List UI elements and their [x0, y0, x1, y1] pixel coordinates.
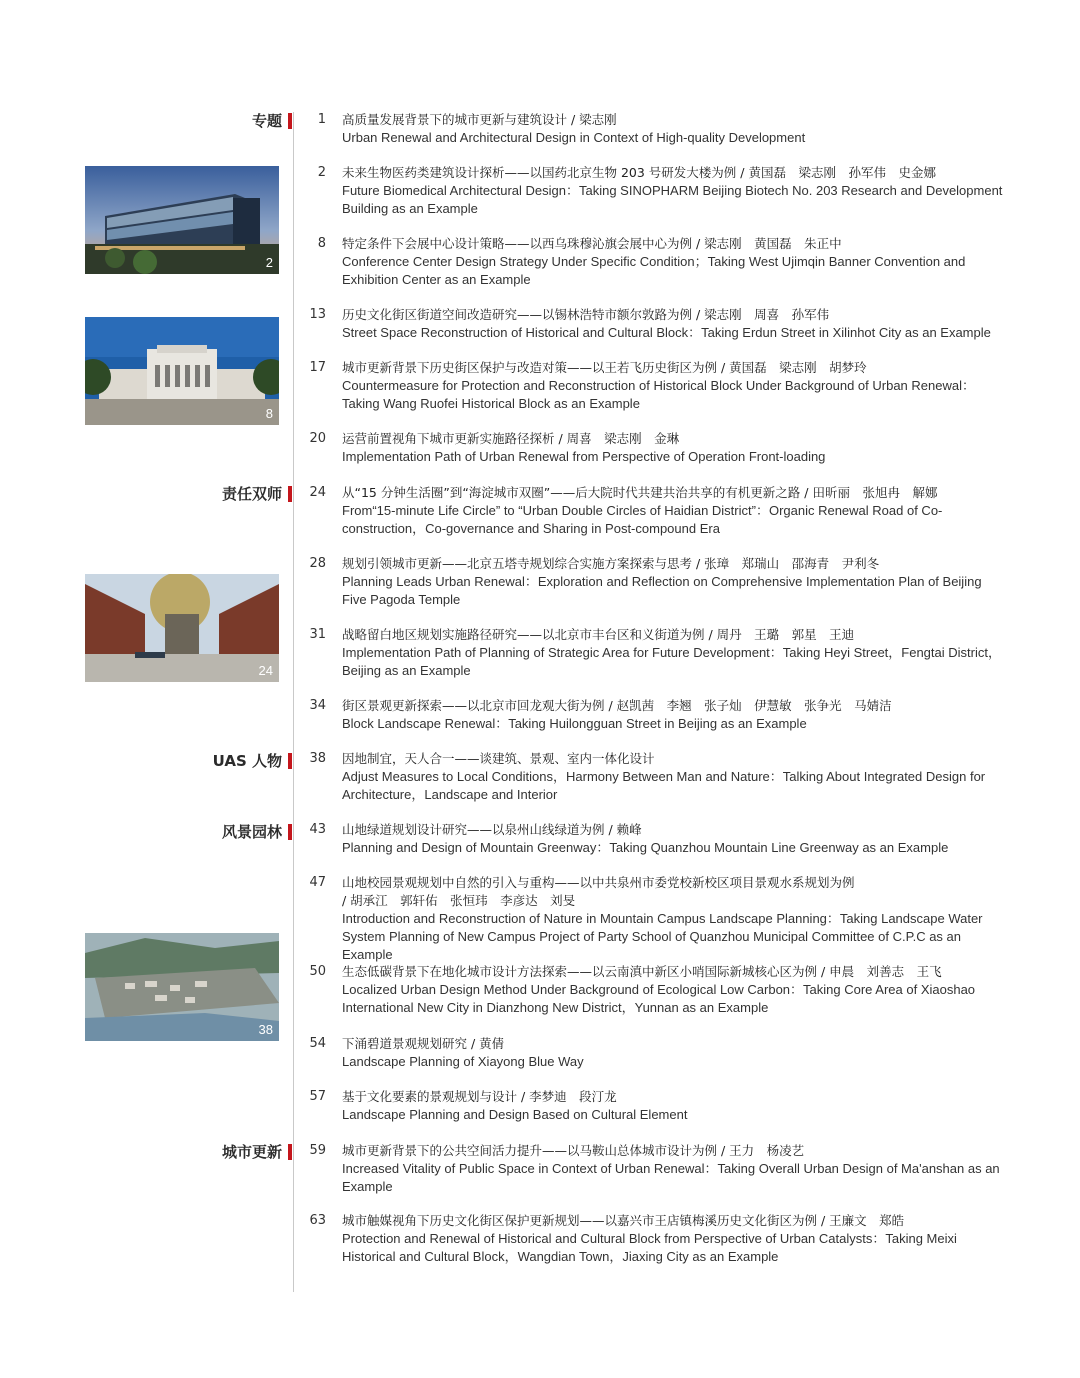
entry-title-en: Conference Center Design Strategy Under Specific Condition；Taking West Ujimqin Banner Convention and Exhibition Center as an Example [342, 254, 966, 287]
entry-page-number: 8 [317, 236, 326, 251]
entry-page-number: 47 [309, 875, 326, 890]
entry-title-cn: 山地绿道规划设计研究——以泉州山线绿道为例 / 赖峰 [342, 822, 642, 837]
divider-line [293, 112, 294, 1292]
thumbnail-page: 38 [258, 1022, 273, 1037]
thumbnail-page: 24 [258, 663, 273, 678]
entry-title-cn: 城市更新背景下历史街区保护与改造对策——以王若飞历史街区为例 / 黄国磊 梁志刚 胡梦玲 [342, 360, 867, 375]
entry-title-en: Planning and Design of Mountain Greenway：Taking Quanzhou Mountain Line Greenway as an Example [342, 840, 949, 855]
entry-title-en: Street Space Reconstruction of Historical and Cultural Block：Taking Erdun Street in Xilinhot City as an Example [342, 325, 991, 340]
entry-title-en: Block Landscape Renewal：Taking Huilongguan Street in Beijing as an Example [342, 716, 807, 731]
entry-authors-cn: / 胡承江 郭轩佑 张恒玮 李彦达 刘旻 [342, 893, 576, 908]
entry-title-cn: 历史文化街区街道空间改造研究——以锡林浩特市额尔敦路为例 / 梁志刚 周喜 孙军伟 [342, 307, 830, 322]
entry-page-number: 24 [309, 485, 326, 500]
entry-page-number: 31 [309, 627, 326, 642]
entry-title-cn: 山地校园景观规划中自然的引入与重构——以中共泉州市委党校新校区项目景观水系规划为例 [342, 875, 855, 890]
section-label: 城市更新 [221, 1143, 282, 1161]
entry-title-cn: 未来生物医药类建筑设计探析——以国药北京生物 203 号研发大楼为例 / 黄国磊 梁志刚 孙军伟 史金娜 [342, 165, 936, 180]
thumbnail-building [85, 166, 279, 274]
section-marker [288, 1144, 292, 1160]
entry-page-number: 28 [309, 556, 326, 571]
section-marker [288, 113, 292, 129]
entry-title-cn: 从“15 分钟生活圈”到“海淀城市双圈”——后大院时代共建共治共享的有机更新之路 / 田昕丽 张旭冉 解娜 [342, 485, 938, 500]
section-marker [288, 486, 292, 502]
entry-title-cn: 高质量发展背景下的城市更新与建筑设计 / 梁志刚 [342, 112, 617, 127]
thumbnail-courtyard [85, 574, 279, 682]
entry-title-cn: 特定条件下会展中心设计策略——以西乌珠穆沁旗会展中心为例 / 梁志刚 黄国磊 朱正中 [342, 236, 842, 251]
entry-title-cn: 规划引领城市更新——北京五塔寺规划综合实施方案探索与思考 / 张璋 郑瑞山 邵海青 尹利冬 [342, 556, 880, 571]
entry-title-en: Planning Leads Urban Renewal：Exploration and Reflection on Comprehensive Implementation Plan of Beijing Five Pagoda Temple [342, 574, 982, 607]
entry-title-en: Implementation Path of Urban Renewal from Perspective of Operation Front-loading [342, 449, 826, 464]
thumbnail-page: 2 [265, 255, 273, 270]
entry-title-en: Protection and Renewal of Historical and Cultural Block from Perspective of Urban Catalysts：Taking Meixi Historical and Cultural Block，Wangdian Town，Jiaxing City as an Example [342, 1231, 957, 1264]
entry-page-number: 13 [309, 307, 326, 322]
entry-title-en: Localized Urban Design Method Under Background of Ecological Low Carbon：Taking Core Area of Xiaoshao International New City in Dianzhong New District，Yunnan as an Example [342, 982, 976, 1015]
entry-title-en: Increased Vitality of Public Space in Context of Urban Renewal：Taking Overall Urban Design of Ma'anshan as an Example [342, 1161, 1000, 1194]
entry-title-en: Countermeasure for Protection and Reconstruction of Historical Block Under Background of Urban Renewal：Taking Wang Ruofei Historical Block as an Example [342, 378, 975, 411]
courtyard-image [85, 574, 279, 682]
entry-title-en: Landscape Planning and Design Based on Cultural Element [342, 1107, 688, 1122]
thumbnail-campus [85, 933, 279, 1041]
entry-page-number: 2 [317, 165, 326, 180]
entry-title-en: Urban Renewal and Architectural Design in Context of High-quality Development [342, 130, 806, 145]
entry-title-cn: 街区景观更新探索——以北京市回龙观大街为例 / 赵凯茜 李翘 张子灿 伊慧敏 张争光 马婧洁 [342, 698, 892, 713]
section-label: UAS 人物 [212, 752, 282, 770]
glass-building-image [85, 166, 279, 274]
section-label: 风景园林 [221, 823, 282, 841]
entry-title-cn: 城市触媒视角下历史文化街区保护更新规划——以嘉兴市王店镇梅溪历史文化街区为例 / 王廉文 郑皓 [342, 1213, 905, 1228]
entry-title-en: Landscape Planning of Xiayong Blue Way [342, 1054, 584, 1069]
entry-title-en: Introduction and Reconstruction of Nature in Mountain Campus Landscape Planning：Taking Landscape Water System Planning of New Campus Project of Party School of Quanzhou Municipal Committee of C.P.C as an Example [342, 911, 983, 962]
entry-page-number: 54 [309, 1036, 326, 1051]
entry-title-cn: 下涌碧道景观规划研究 / 黄倩 [342, 1036, 505, 1051]
thumbnail-convention [85, 317, 279, 425]
entry-page-number: 1 [317, 112, 326, 127]
entry-page-number: 34 [309, 698, 326, 713]
convention-center-image [85, 317, 279, 425]
entry-title-cn: 城市更新背景下的公共空间活力提升——以马鞍山总体城市设计为例 / 王力 杨凌艺 [342, 1143, 805, 1158]
entry-title-en: Future Biomedical Architectural Design：Taking SINOPHARM Beijing Biotech No. 203 Research and Development Building as an Example [342, 183, 1003, 216]
entry-page-number: 59 [309, 1143, 326, 1158]
section-marker [288, 824, 292, 840]
entry-page-number: 50 [309, 964, 326, 979]
entry-page-number: 63 [309, 1213, 326, 1228]
entry-page-number: 38 [309, 751, 326, 766]
entry-title-cn: 运营前置视角下城市更新实施路径探析 / 周喜 梁志刚 金琳 [342, 431, 680, 446]
thumbnail-page: 8 [265, 406, 273, 421]
entry-page-number: 17 [309, 360, 326, 375]
section-label: 专题 [251, 112, 282, 130]
entry-title-en: Adjust Measures to Local Conditions，Harmony Between Man and Nature：Talking About Integrated Design for Architecture，Landscape and Interior [342, 769, 986, 802]
entry-title-cn: 因地制宜，天人合一——谈建筑、景观、室内一体化设计 [342, 751, 655, 766]
section-marker [288, 753, 292, 769]
aerial-campus-image [85, 933, 279, 1041]
entry-title-cn: 基于文化要素的景观规划与设计 / 李梦迪 段汀龙 [342, 1089, 617, 1104]
entry-page-number: 43 [309, 822, 326, 837]
entry-page-number: 20 [309, 431, 326, 446]
entry-title-cn: 战略留白地区规划实施路径研究——以北京市丰台区和义街道为例 / 周丹 王璐 郭星 王迪 [342, 627, 855, 642]
entry-title-en: Implementation Path of Planning of Strategic Area for Future Development：Taking Heyi Street，Fengtai District，Beijing as an Example [342, 645, 1001, 678]
section-label: 责任双师 [221, 485, 282, 503]
entry-title-cn: 生态低碳背景下在地化城市设计方法探索——以云南滇中新区小哨国际新城核心区为例 / 申晨 刘善志 王飞 [342, 964, 942, 979]
entry-page-number: 57 [309, 1089, 326, 1104]
entry-title-en: From“15-minute Life Circle” to “Urban Double Circles of Haidian District”：Organic Renewal Road of Co-construction，Co-governance and Sharing in Post-compound Era [342, 503, 943, 536]
